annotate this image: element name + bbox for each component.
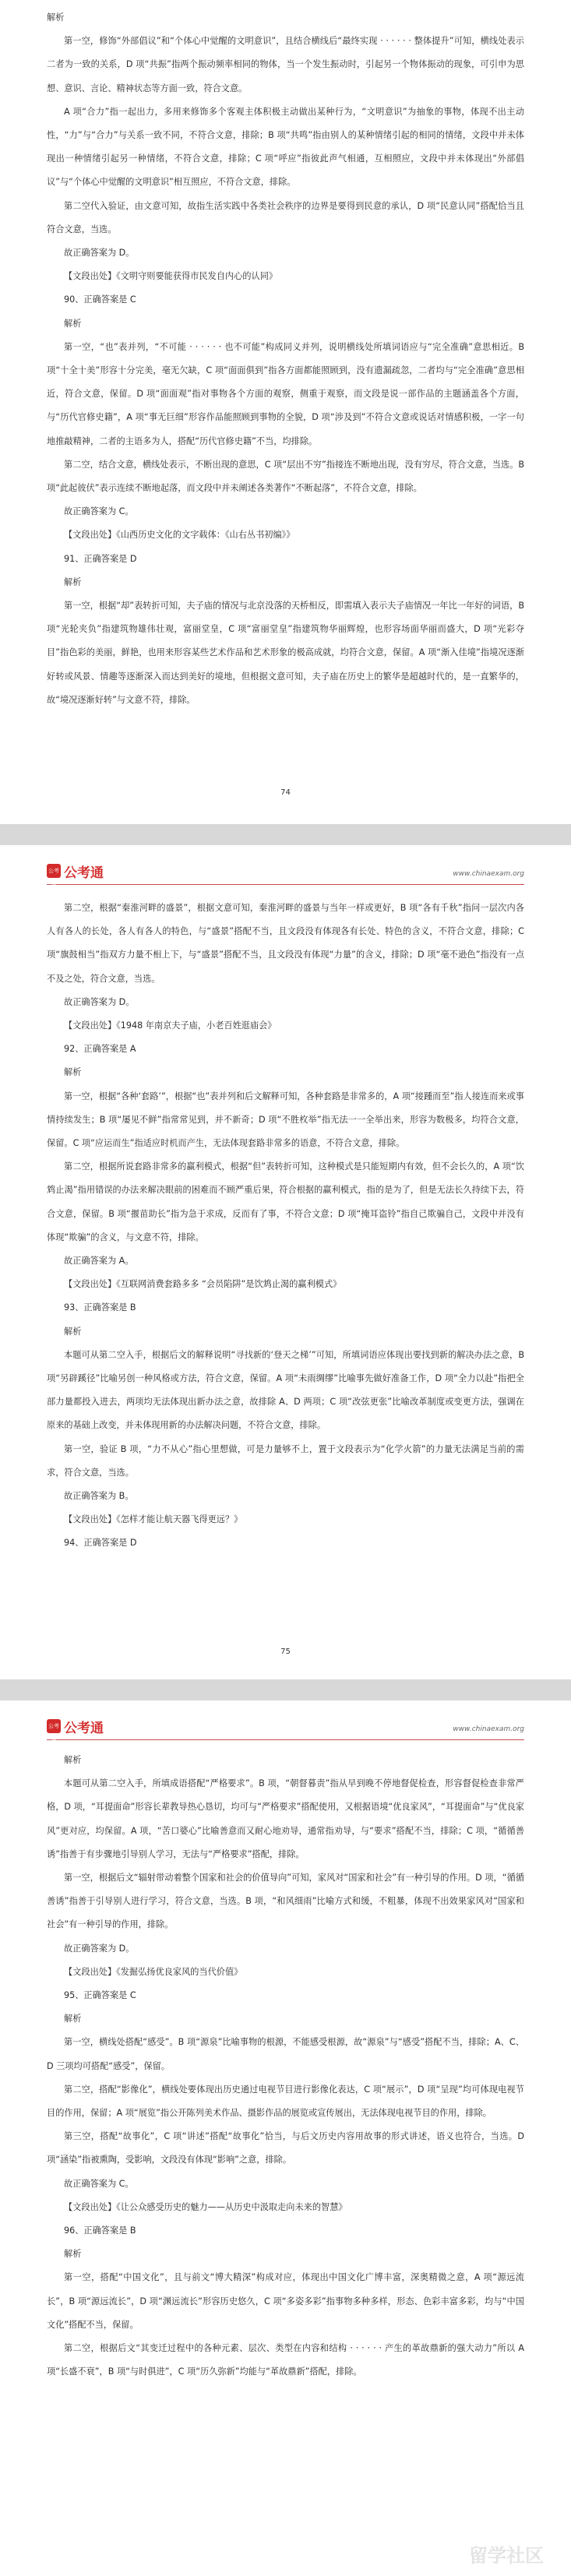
paragraph: 故正确答案为 D。: [64, 248, 135, 259]
page-body: [47, 6, 524, 712]
paragraph: 故正确答案为 C。: [64, 2178, 134, 2189]
paragraph: 92、正确答案是 A: [64, 1044, 136, 1055]
paragraph: 第二空代入验证，由文意可知，故指生活实践中各类社会秩序的边界是要得到民意的承认，D 项“民意认同”搭配恰当且符合文意，当选。: [47, 200, 524, 234]
page-body: [47, 897, 524, 1556]
paragraph: 解析: [64, 318, 82, 329]
page-number: 75: [280, 1647, 291, 1656]
page-separator: [0, 824, 571, 845]
paragraph: 第二空，根据所说套路非常多的赢利模式，根据“但”表转折可知，这种模式是只能短期内有效，但不会长久的，A 项“饮鸩止渴”指用错误的办法来解决眼前的困难而不顾严重后果，符合根据的赢利模式，指的是为了，但是无法长久持续下去，符合文意，保留。B 项“揠苗助长”指为急于求成，反而有了事，不符合文意；D 项“掩耳盗铃”指自己欺骗自己，文段中并没有体现“欺骗”的含义，与文意不符，排除。: [47, 1161, 524, 1242]
paragraph: 解析: [64, 1326, 82, 1337]
paragraph: 解析: [47, 12, 65, 23]
paragraph: 【文段出处】《让公众感受历史的魅力——从历史中汲取走向未来的智慧》: [64, 2201, 347, 2212]
paragraph: 故正确答案为 C。: [64, 506, 134, 517]
paragraph: 故正确答案为 A。: [64, 1256, 134, 1267]
paragraph: 95、正确答案是 C: [64, 1990, 136, 2001]
paragraph: 【文段出处】《发掘弘扬优良家风的当代价值》: [64, 1966, 243, 1977]
paragraph: 第一空，验证 B 项，“力不从心”指心里想做，可是力量够不上，置于文段表示为“化学火箭”的力量无法满足当前的需求，符合文意，当选。: [47, 1443, 524, 1478]
paragraph: 故正确答案为 B。: [64, 1491, 134, 1502]
paragraph: 本题可从第二空入手，根据后文的解释说明“寻找新的‘登天之梯’”可知，所填词语应体现出要找到新的解决办法之意，B 项“另辟蹊径”比喻另创一种风格或方法，符合文意，保留。A 项“未雨绸缪”比喻事先做好准备工作，D 项“全力以赴”指把全部力量都投入进去，两项均无法体现出新办法之意，故排除 A、D 两项；C 项“改弦更张”比喻改革制度或变更方法，强调在原来的基础上改变，并未体现用新的办法解决问题，不符合文意，排除。: [47, 1349, 524, 1431]
paragraph: 第二空，根据后文“其变迁过程中的各种元素、层次、类型在内容和结构 · · · · · · 产生的革故鼎新的强大动力”所以 A 项“长盛不衰”，B 项“与时俱进”，C 项“历久弥新”均能与“革故鼎新”搭配，排除。: [47, 2343, 524, 2377]
paragraph: 第一空，“也”表并列，“不可能 · · · · · · 也不可能”构成同义并列，说明横线处所填词语应与“完全准确”意思相近。B 项“十全十美”形容十分完美，毫无欠缺，C 项“面面俱到”指各方面都能照顾到，没有遗漏疏忽，二者均与“完全准确”意思相近，符合文意，保留。D 项“面面观”指对事物各个方面的观察，侧重于观察，而文段是说一部作品的主题涵盖各个方面，与“历代官修史籍”，A 项“事无巨细”形容作品能照顾到事物的全貌，D 项“涉及到”不符合文意或说话对情感积极，一字一句地推敲精神，二者的主语多为人，搭配“历代官修史籍”不当，均排除。: [47, 341, 524, 446]
paragraph: 94、正确答案是 D: [64, 1538, 137, 1549]
paragraph: 解析: [64, 576, 82, 587]
paragraph: 第二空，根据“秦淮河畔的盛景”，根据文意可知，秦淮河畔的盛景与当年一样或更好，B 项“各有千秋”指问一层次内各人有各人的长处，各人有各人的特色，与“盛景”搭配不当，且文段没有体现各有长处、特色的含义，不符合文意，排除；C 项“旗鼓相当”指双方力量不相上下，与“盛景”搭配不当，且文段没有体现“力量”的含义，排除；D 项“毫不逊色”指没有一点不及之处，符合文意，当选。: [47, 903, 524, 984]
document-page-74: [0, 0, 571, 824]
site-url: www.chinaexam.org: [453, 1725, 524, 1733]
page-header: [47, 861, 524, 888]
paragraph: A 项“合力”指一起出力，多用来修饰多个客观主体积极主动做出某种行为，“文明意识”为抽象的事物，体现不出主动性，“力”与“合力”与关系一致不同，不符合文意，排除；B 项“共鸣”指由别人的某种情绪引起的相同的情绪，文段中并未体现出一种情绪引起另一种情绪，不符合文意，排除；C 项“呼应”指彼此声气相通，互相照应，文段中并未体现出“外部倡议”与“个体心中觉醒的文明意识”相互照应，不符合文意，排除。: [47, 106, 524, 188]
page-header: [47, 1716, 524, 1743]
paragraph: 本题可从第二空入手，所填成语搭配“严格要求”。B 项，“朝督暮责”指从早到晚不停地督促检查，形容督促检查非常严格，D 项，“耳提面命”形容长辈教导热心恳切，均可与“严格要求”搭配使用，又根据语境“优良家风”，“耳提面命”与“优良家风”更对应，均保留。A 项，“苦口婆心”比喻善意而又耐心地劝导，通常指劝导，与“要求”搭配不当，排除；C 项，“循循善诱”指善于有步骤地引导别人学习，无法与“严格要求”搭配，排除。: [47, 1778, 524, 1859]
paragraph: 第一空，根据“却”表转折可知，夫子庙的情况与北京没落的天桥相反，即需填入表示夫子庙情况一年比一年好的词语，B 项“光轮夹负”指建筑物雄伟壮观，富丽堂皇，C 项“富丽堂皇”指建筑物华丽辉煌，也形容场面华丽而盛大，D 项“光彩夺目”指色彩的美丽，鲜艳，也用来形容某些艺术作品和艺术形象的极高成就，均符合文意，保留。A 项“渐入佳境”指境况逐渐好转或风景、情趣等逐渐深入而达到美好的境地，但根据文意可知，夫子庙在历史上的繁华是超越时代的，是一直繁华的，故“境况逐渐好转”与文意不符，排除。: [47, 601, 524, 705]
paragraph: 解析: [64, 2249, 82, 2260]
paragraph: 第一空，根据“各种‘套路’”，根据“也”表并列和后文解释可知，各种套路是非常多的，A 项“接踵而至”指人接连而来或事情持续发生；B 项“屡见不鲜”指常常见到，并不新奇；D 项“不胜枚举”指无法一一全举出来，形容为数极多，均符合文意，保留。C 项“应运而生”指适应时机而产生，无法体现套路非常多的语意，不符合文意，排除。: [47, 1091, 524, 1149]
paragraph: 91、正确答案是 D: [64, 553, 137, 564]
paragraph: 【文段出处】《互联网消费套路多多 “会员陷阱”是饮鸩止渴的赢利模式》: [64, 1279, 342, 1290]
paragraph: 【文段出处】《怎样才能让航天器飞得更远？》: [64, 1514, 243, 1525]
paragraph: 解析: [64, 2014, 82, 2025]
document-page-75: [0, 845, 571, 1679]
paragraph: 第三空，搭配“故事化”，C 项“讲述”搭配“故事化”恰当，与后文历史内容用故事的形式讲述，语义也符合，当选。D 项“涵染”指被熏陶，受影响，文段没有体现“影响”之意，排除。: [47, 2131, 524, 2165]
paragraph: 第一空，横线处搭配“感受”。B 项“源泉”比喻事物的根源，不能感受根源，故“源泉”与“感受”搭配不当，排除；A、C、D 三项均可搭配“感受”，保留。: [47, 2037, 524, 2071]
paragraph: 第一空，根据后文“辐射带动着整个国家和社会的价值导向”可知，家风对“国家和社会”有一种引导的作用。D 项，“循循善诱”指善于引导别人进行学习，符合文意，当选。B 项，“和风细雨”比喻方式和缓，不粗暴，体现不出效果家风对“国家和社会”有一种引导的作用，排除。: [47, 1873, 524, 1930]
page-body: [47, 1749, 524, 2384]
paragraph: 故正确答案为 D。: [64, 996, 135, 1007]
watermark-logo: 留学社区: [469, 2545, 544, 2567]
paragraph: 第二空，结合文意，横线处表示，不断出现的意思，C 项“层出不穷”指接连不断地出现，没有穷尽，符合文意，当选。B 项“此起彼伏”表示连续不断地起落，而文段中并未阐述各类著作“不断起落”，不符合文意，排除。: [47, 459, 524, 494]
paragraph: 故正确答案为 D。: [64, 1943, 135, 1954]
paragraph: 第一空，搭配“中国文化”，且与前文“博大精深”构成对应，体现出中国文化广博丰富，深奥精微之意，A 项“源远流长”，B 项“源远流长”，D 项“渊远流长”形容历史悠久，C 项“多姿多彩”指事物多种多样，形态、色彩丰富多彩，均与“中国文化”搭配不当，保留。: [47, 2272, 524, 2330]
paragraph: 90、正确答案是 C: [64, 294, 136, 305]
brand-name: 公考通: [64, 865, 104, 881]
paragraph: 96、正确答案是 B: [64, 2225, 136, 2236]
paragraph: 93、正确答案是 B: [64, 1302, 136, 1313]
paragraph: 解析: [64, 1755, 82, 1765]
paragraph: 第二空，搭配“影像化”，横线处要体现出历史通过电视节目进行影像化表达，C 项“展示”，D 项“呈现”均可体现电视节目的作用，保留；A 项“展览”指公开陈列美术作品、摄影作品的展览或宣传展出，无法体现电视节目的作用，排除。: [47, 2084, 524, 2119]
page-separator: [0, 1679, 571, 1700]
paragraph: 第一空，修饰“外部倡议”和“个体心中觉醒的文明意识”，且结合横线后“最终实现 · · · · · · 整体提升”可知，横线处表示二者为一致的关系，D 项“共振”指两个振动频率相同的物体，当一个发生振动时，引起另一个物体振动的现象，可引申为思想、意识、言论、精神状态等方面一致，符合文意。: [47, 36, 524, 93]
site-url: www.chinaexam.org: [453, 870, 524, 878]
paragraph: 【文段出处】《文明守则要能获得市民发自内心的认同》: [64, 271, 278, 282]
paragraph: 【文段出处】《1948 年南京夫子庙，小老百姓逛庙会》: [64, 1020, 277, 1031]
paragraph: 解析: [64, 1067, 82, 1078]
brand-logo-icon: 公考通: [47, 864, 61, 878]
brand-logo-icon: 公考通: [47, 1719, 61, 1733]
document-page-76: [0, 1700, 571, 2576]
paragraph: 【文段出处】《山西历史文化的文字载体：《山右丛书初编》》: [64, 530, 295, 541]
page-number: 74: [280, 788, 291, 797]
brand-name: 公考通: [64, 1721, 104, 1736]
